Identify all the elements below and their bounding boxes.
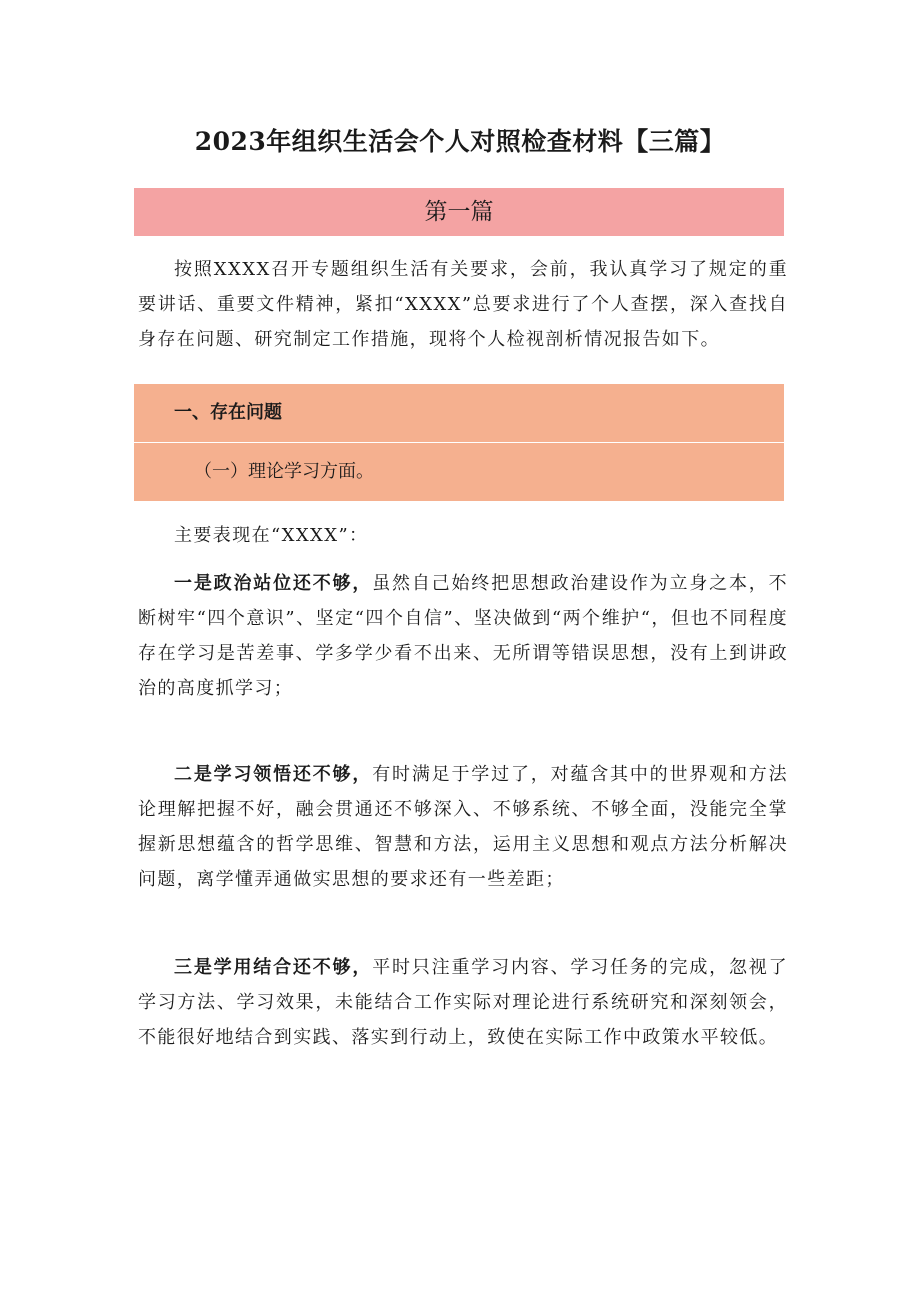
point-text: 虽然自己始终把思想政治建设作为立身之本，不断树牢“四个意识”、坚定“四个自信”、坚决做到“两个维护“，但也不同程度存在学习是苦差事、学多学少看不出来、无所谓等错误思想，没有上到讲政治的高度抓学习； (138, 573, 788, 699)
intro-paragraph: 按照XXXX召开专题组织生活有关要求，会前，我认真学习了规定的重要讲话、重要文件精神，紧扣“XXXX”总要求进行了个人查摆，深入查找自身存在问题、研究制定工作措施，现将个人检视剖析情况报告如下。 (138, 259, 788, 350)
point-paragraph (138, 950, 788, 1055)
point-lead: 一是政治站位还不够， (174, 573, 373, 594)
point-text: 平时只注重学习内容、学习任务的完成，忽视了学习方法、学习效果，未能结合工作实际对理论进行系统研究和深刻领会，不能很好地结合到实践、落实到行动上，致使在实际工作中政策水平较低。 (138, 957, 788, 1048)
section-banner: 第一篇 (134, 188, 784, 236)
point-lead: 二是学习领悟还不够， (174, 764, 373, 785)
subheading-label: （一）理论学习方面。 (194, 461, 374, 482)
point-paragraph (138, 757, 788, 897)
point-lead: 三是学用结合还不够， (174, 957, 373, 978)
heading-existing-problems: 一、存在问题 (134, 384, 784, 442)
subheading-theory-study (134, 443, 784, 501)
document-title: 2023年组织生活会个人对照检查材料【三篇】 (194, 127, 726, 156)
summary-line: 主要表现在“XXXX”： (174, 525, 369, 546)
point-paragraph (138, 566, 788, 706)
point-text: 有时满足于学过了，对蕴含其中的世界观和方法论理解把握不好，融会贯通还不够深入、不够系统、不够全面，没能完全掌握新思想蕴含的哲学思维、智慧和方法，运用主义思想和观点方法分析解决问题，离学懂弄通做实思想的要求还有一些差距； (138, 764, 788, 890)
